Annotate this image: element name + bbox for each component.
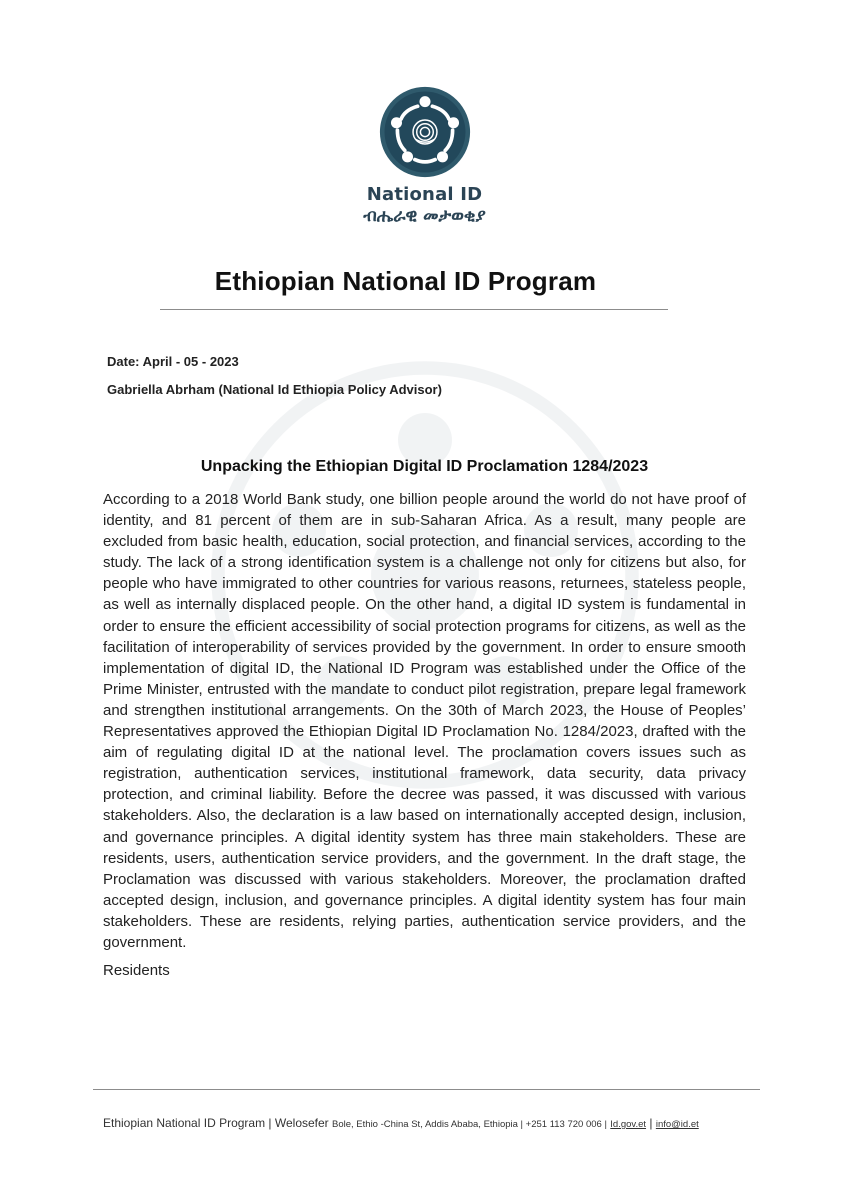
logo-amharic-name: ብሔራዊ መታወቂያ <box>363 206 486 226</box>
footer-address: Bole, Ethio -China St, Addis Ababa, Ethiopia | +251 113 720 006 | <box>332 1119 607 1130</box>
document-author: Gabriella Abrham (National Id Ethiopia Policy Advisor) <box>107 382 442 397</box>
document-title: Ethiopian National ID Program <box>214 266 597 296</box>
national-id-logo-icon <box>379 86 471 178</box>
title-divider <box>160 309 668 310</box>
footer-email-link[interactable]: info@id.et <box>655 1119 699 1130</box>
header-logo <box>0 86 849 226</box>
footer-org: Ethiopian National ID Program | Welosefer <box>103 1116 329 1130</box>
article-body: According to a 2018 World Bank study, one billion people around the world do not have proof of identity, and 81 percent of them are in sub-Saharan Africa. As a result, many people are excluded from basic health, education, social protection, and financial services, according to the study. The lack of a strong identification system is a challenge not only for citizens but also, for people who have immigrated to other countries for various reasons, returnees, stateless people, as well as internally displaced people. On the other hand, a digital ID system is fundamental in order to ensure the efficient accessibility of social protection programs for citizens, as well as the facilitation of interoperability of services provided by the government. In order to ensure smooth implementation of digital ID, the National ID Program was established under the Office of the Prime Minister, entrusted with the mandate to conduct pilot registration, prepare legal framework and strengthen institutional arrangements. On the 30th of March 2023, the House of Peoples’ Representatives approved the Ethiopian Digital ID Proclamation No. 1284/2023, drafted with the aim of regulating digital ID at the national level. The proclamation covers issues such as registration, authentication services, institutional framework, data security, data privacy protection, and criminal liability. Before the decree was passed, it was discussed with various stakeholders. Also, the declaration is a law based on internationally accepted design, inclusion, and governance principles. A digital identity system has three main stakeholders. These are residents, users, authentication service providers, and the government. In the draft stage, the Proclamation was discussed with various stakeholders. Moreover, the proclamation drafted accepted design, inclusion, and governance principles. A digital identity system has four main stakeholders. These are residents, relying parties, authentication service providers, and the government. <box>103 491 746 951</box>
document-date: Date: April - 05 - 2023 <box>107 354 239 369</box>
footer <box>103 1116 699 1130</box>
footer-website-link[interactable]: Id.gov.et <box>610 1119 647 1130</box>
logo-name: National ID <box>366 184 483 205</box>
article-heading: Unpacking the Ethiopian Digital ID Proclamation 1284/2023 <box>200 458 649 475</box>
footer-separator: | <box>649 1116 653 1130</box>
section-label: Residents <box>103 962 170 979</box>
footer-divider <box>93 1089 760 1090</box>
